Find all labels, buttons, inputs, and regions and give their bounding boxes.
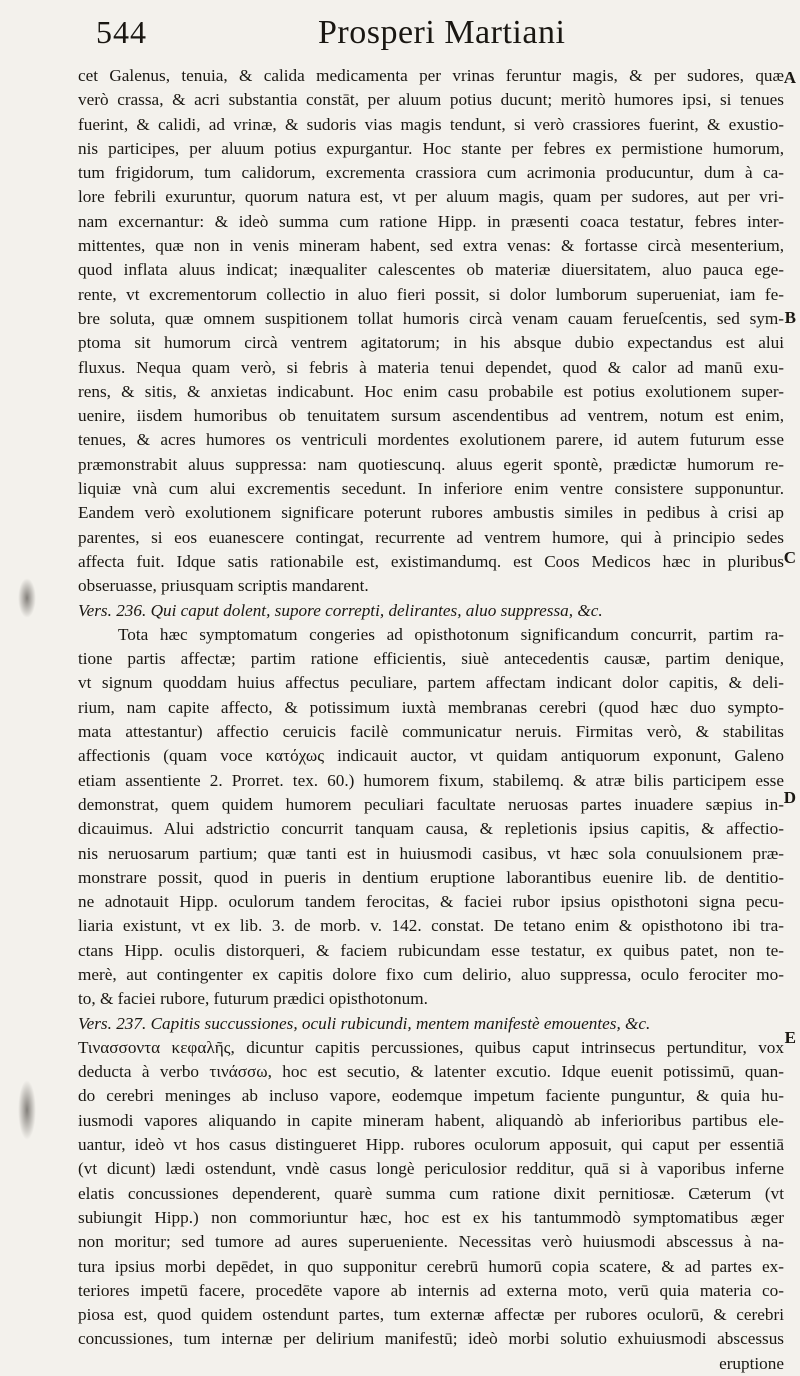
text-line: ctans Hipp. oculis distorqueri, & faciem rubicundam esse testatur, ex quibus patet, non te- [78,940,784,960]
text-line: elatis concussiones dependerent, quarè summa cum ratione dixit pernitiosæ. Cæterum (vt [78,1183,784,1203]
text-line: monstrare possit, quod in pueris in dentium eruptione laborantibus euenire lib. de dentitio- [78,867,784,887]
text-line: vt signum quoddam huius affectus peculiare, partem affectam indicant dolor capitis, & deli- [78,673,784,693]
verse-heading: Vers. 237. Capitis succussiones, oculi rubicundi, mentem manifestè emouentes, &c. [78,1013,651,1033]
text-line: deducta à verbo τινάσσω, hoc est secutio, & latenter excutio. Idque euenit potissimū, quan- [78,1062,784,1082]
text-line: iusmodi vapores aliquando in capite mineram habent, aliquandò ab inferioribus partibus ele- [78,1110,784,1130]
text-line: uenire, iisdem humoribus ob tenuitatem sursum ascendentibus ad ventrem, notum est enim, [78,406,784,426]
text-body [78,64,784,1376]
margin-letter-a: A [783,68,796,87]
text-line: obseruasse, priusquam scriptis mandarent. [78,576,369,596]
text-line: verò crassa, & acri substantia constāt, per aluum potius ducunt; meritò humores ipsi, si tenues [78,90,784,110]
text-line: mata attestantur) affectio ceruicis facilè communicatur neruis. Firmitas verò, & stabilitas [78,722,784,742]
text-line: subiungit Hipp.) non commoriuntur hæc, hoc est ex his tantummodò symptomatibus æger [78,1207,784,1227]
text-line: affectionis (quam voce κατόχως indicauit auctor, vt quidam antiquorum exponunt, Galeno [78,746,784,766]
text-line: parentes, si eos euanescere contingat, recurrente ad ventrem humore, qui à principio sedes [78,527,784,547]
text-line: ne adnotauit Hipp. oculorum tandem ferocitas, & faciei rubor ipsius opisthotoni signa pecu- [78,892,784,912]
text-line: tum frigidorum, tum calidorum, excrementa crassiora cum acrimonia producuntur, dum à ca- [78,163,784,183]
catchword: eruptione [719,1353,784,1373]
text-line: Τινασσοντα κεφαλῆς, dicuntur capitis percussiones, quibus caput intrinsecus pertunditur, vox [78,1037,784,1057]
text-line: tenues, & acres humores os ventriculi mordentes exolutionem parere, id autem futurum esse [78,430,784,450]
text-line: tione partis affectæ; partim ratione efficientis, siuè antecedentis causæ, partim denique, [78,649,784,669]
text-line: rium, nam capite affecto, & potissimum iuxtà membranas cerebri (quod hæc duo sympto- [78,697,784,717]
text-line: to, & faciei rubore, futurum prædici opisthotonum. [78,989,428,1009]
text-line: rente, vt excrementorum collectio in aluo fieri possit, si dolor lumborum superueniat, iam fe- [78,284,784,304]
text-line: dicauimus. Alui adstrictio concurrit tanquam causa, & repletionis ipsius capitis, & affectio- [78,819,784,839]
text-line: bre soluta, quæ omnem suspitionem tollat humoris circà venam cauam ferueſcentis, sed sym- [78,308,784,328]
text-line: concussiones, tum internæ per delirium manifestū; ideò morbi solutio exhuiusmodi abscessus [78,1329,784,1349]
text-line: cet Galenus, tenuia, & calida medicamenta per vrinas feruntur magis, & per sudores, quæ [78,66,784,85]
margin-letter-e: E [784,1028,796,1047]
text-line: Eandem verò exolutionem significare poterunt rubores ambustis similes in pedibus à crisi ap [78,503,784,523]
text-line: nis neruosarum partium; quæ tanti est in huiusmodi casibus, vt hæc sola conuulsionem præ- [78,843,784,863]
text-line: etiam assentiente 2. Prorret. tex. 60.) humorem fixum, stabilemq. & atræ bilis participem esse [78,770,784,790]
text-line: mittentes, quæ non in venis mineram habent, sed extra venas: & fortasse circà mesenterium, [78,236,784,256]
margin-letter-d: D [783,788,796,807]
text-line: piosa est, quod quidem ostendunt partes, tum externæ affectæ per rubores oculorū, & cerebri [78,1305,784,1325]
margin-letter-b: B [784,308,796,327]
text-line: non moritur; sed tumore ad aures superueniente. Necessitas verò huiusmodi abscessus à na- [78,1232,784,1252]
verse-heading: Vers. 236. Qui caput dolent, supore correpti, delirantes, aluo suppressa, &c. [78,600,603,620]
text-line: fuerint, & calidi, ad vrinæ, & sudoris vias magis tendunt, si verò crassiores fuerint, & exustio- [78,114,784,134]
text-line: do cerebri meninges ab incluso vapore, eodemque impetum faciente punguntur, & quia hu- [78,1086,784,1106]
text-line: nis participes, per aluum potius expurgantur. Hoc stante per febres ex permistione humorum, [78,138,784,158]
text-line: lore febrili exuruntur, quorum natura est, vt per aluum magis, quam per sudores, aut per vri- [78,187,784,207]
margin-letter-c: C [783,548,796,567]
text-line: affecta fuit. Idque satis rationabile est, existimandumq. est Coos Medicos hæc in pluribus [78,551,784,571]
text-line: ptoma sit humorum circà ventrem agitatorum; in his absque dubio expectandus est alui [78,333,784,353]
text-line: liquiæ vnà cum alui excrementis secedunt. In inferiore enim ventre consistere supponuntur. [78,479,784,499]
margin-smudge-upper [18,578,36,618]
page-number: 544 [96,14,147,50]
text-line: (vt dicunt) lædi ostendunt, vndè casus longè periculosior redditur, quā si à vaporibus inferne [78,1159,784,1179]
text-line: liaria existunt, vt ex lib. 3. de morb. v. 142. constat. De tetano enim & opisthotono ibi tra- [78,916,784,936]
margin-smudge-lower [18,1080,36,1140]
text-line: quod inflata aluus indicat; inæqualiter calescentes ob materiæ diuersitatem, aluo pauca ege- [78,260,784,280]
text-line: rens, & sitis, & anxietas indicabunt. Hoc enim casu probabile est potius exolutionem super- [78,381,784,401]
text-line: nam excernantur: & ideò summa cum ratione Hipp. in præsenti coaca testatur, febres inter- [78,211,784,231]
text-line: fluxus. Nequa quam verò, si febris à materia tenui dependet, quod & calor ad manū exu- [78,357,784,377]
text-line: merè, aut contingenter ex capitis dolore fixo cum delirio, aluo suppressa, oculo ferociter mo- [78,964,784,984]
running-title: Prosperi Martiani [318,14,566,51]
text-line: teriores impetū facere, procedēte vapore ab internis ad externa moto, verū quia materia co- [78,1280,784,1300]
text-line: Tota hæc symptomatum congeries ad opisthotonum significandum concurrit, partim ra- [118,624,784,644]
page-header [96,14,716,58]
text-line: demonstrat, quem quidem humorem peculiari facultate neruosas partes inuadere sæpius in- [78,794,784,814]
text-line: uantur, ideò vt hos casus distingueret Hipp. rubores oculorum apposuit, qui caput per essentiā [78,1135,784,1155]
text-line: præmonstrabit aluus suppressa: nam quotiescunq. aluus egerit spontè, prædictæ humorum re- [78,454,784,474]
text-line: tura ipsius morbi depēdet, in quo supponitur cerebrū humorū copia scatere, & ad partes ex- [78,1256,784,1276]
